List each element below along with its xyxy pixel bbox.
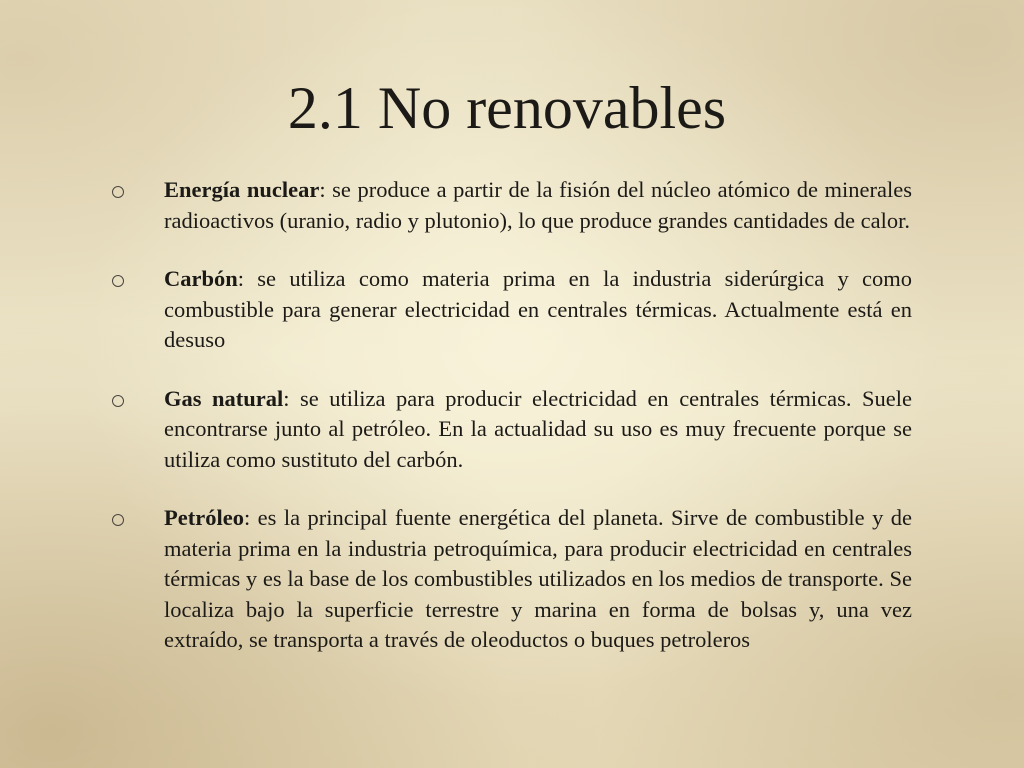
- slide-title: 2.1 No renovables: [287, 75, 727, 141]
- bullet-text: : se produce a partir de la fisión del núcleo atómico de minerales radioactivos (uranio, radio y plutonio), lo que produce grandes cantidades de calor.: [164, 177, 912, 233]
- bullet-term: Gas natural: [164, 385, 284, 411]
- bullet-item-nuclear: [112, 175, 912, 236]
- bullet-term: Petróleo: [164, 505, 244, 530]
- bullet-term: Carbón: [164, 266, 238, 291]
- bullet-item-carbon: [112, 264, 912, 356]
- bullet-term: Energía nuclear: [164, 177, 320, 202]
- bullet-text: : se utiliza como materia prima en la industria siderúrgica y como combustible para generar electricidad en centrales térmicas. Actualmente está en desuso: [164, 266, 912, 352]
- bullet-list: [112, 175, 912, 684]
- bullet-item-petroleo: [112, 503, 912, 656]
- bullet-text: : es la principal fuente energética del planeta. Sirve de combustible y de materia prima en la industria petroquímica, para producir electricidad en centrales térmicas y es la base de los combustibles utilizados en los medios de transporte. Se localiza bajo la superficie terrestre y marina en forma de bolsas y, una vez extraído, se transporta a través de oleoductos o buques petroleros: [164, 505, 912, 652]
- hollow-circle-icon: [112, 186, 124, 198]
- hollow-circle-icon: [112, 275, 124, 287]
- hollow-circle-icon: [112, 514, 124, 526]
- bullet-item-gas-natural: [112, 384, 912, 476]
- bullet-text: : se utiliza para producir electricidad en centrales térmicas. Suele encontrarse junto al petróleo. En la actualidad su uso es muy frecuente porque se utiliza como sustituto del carbón.: [164, 385, 912, 472]
- hollow-circle-icon: [112, 395, 124, 407]
